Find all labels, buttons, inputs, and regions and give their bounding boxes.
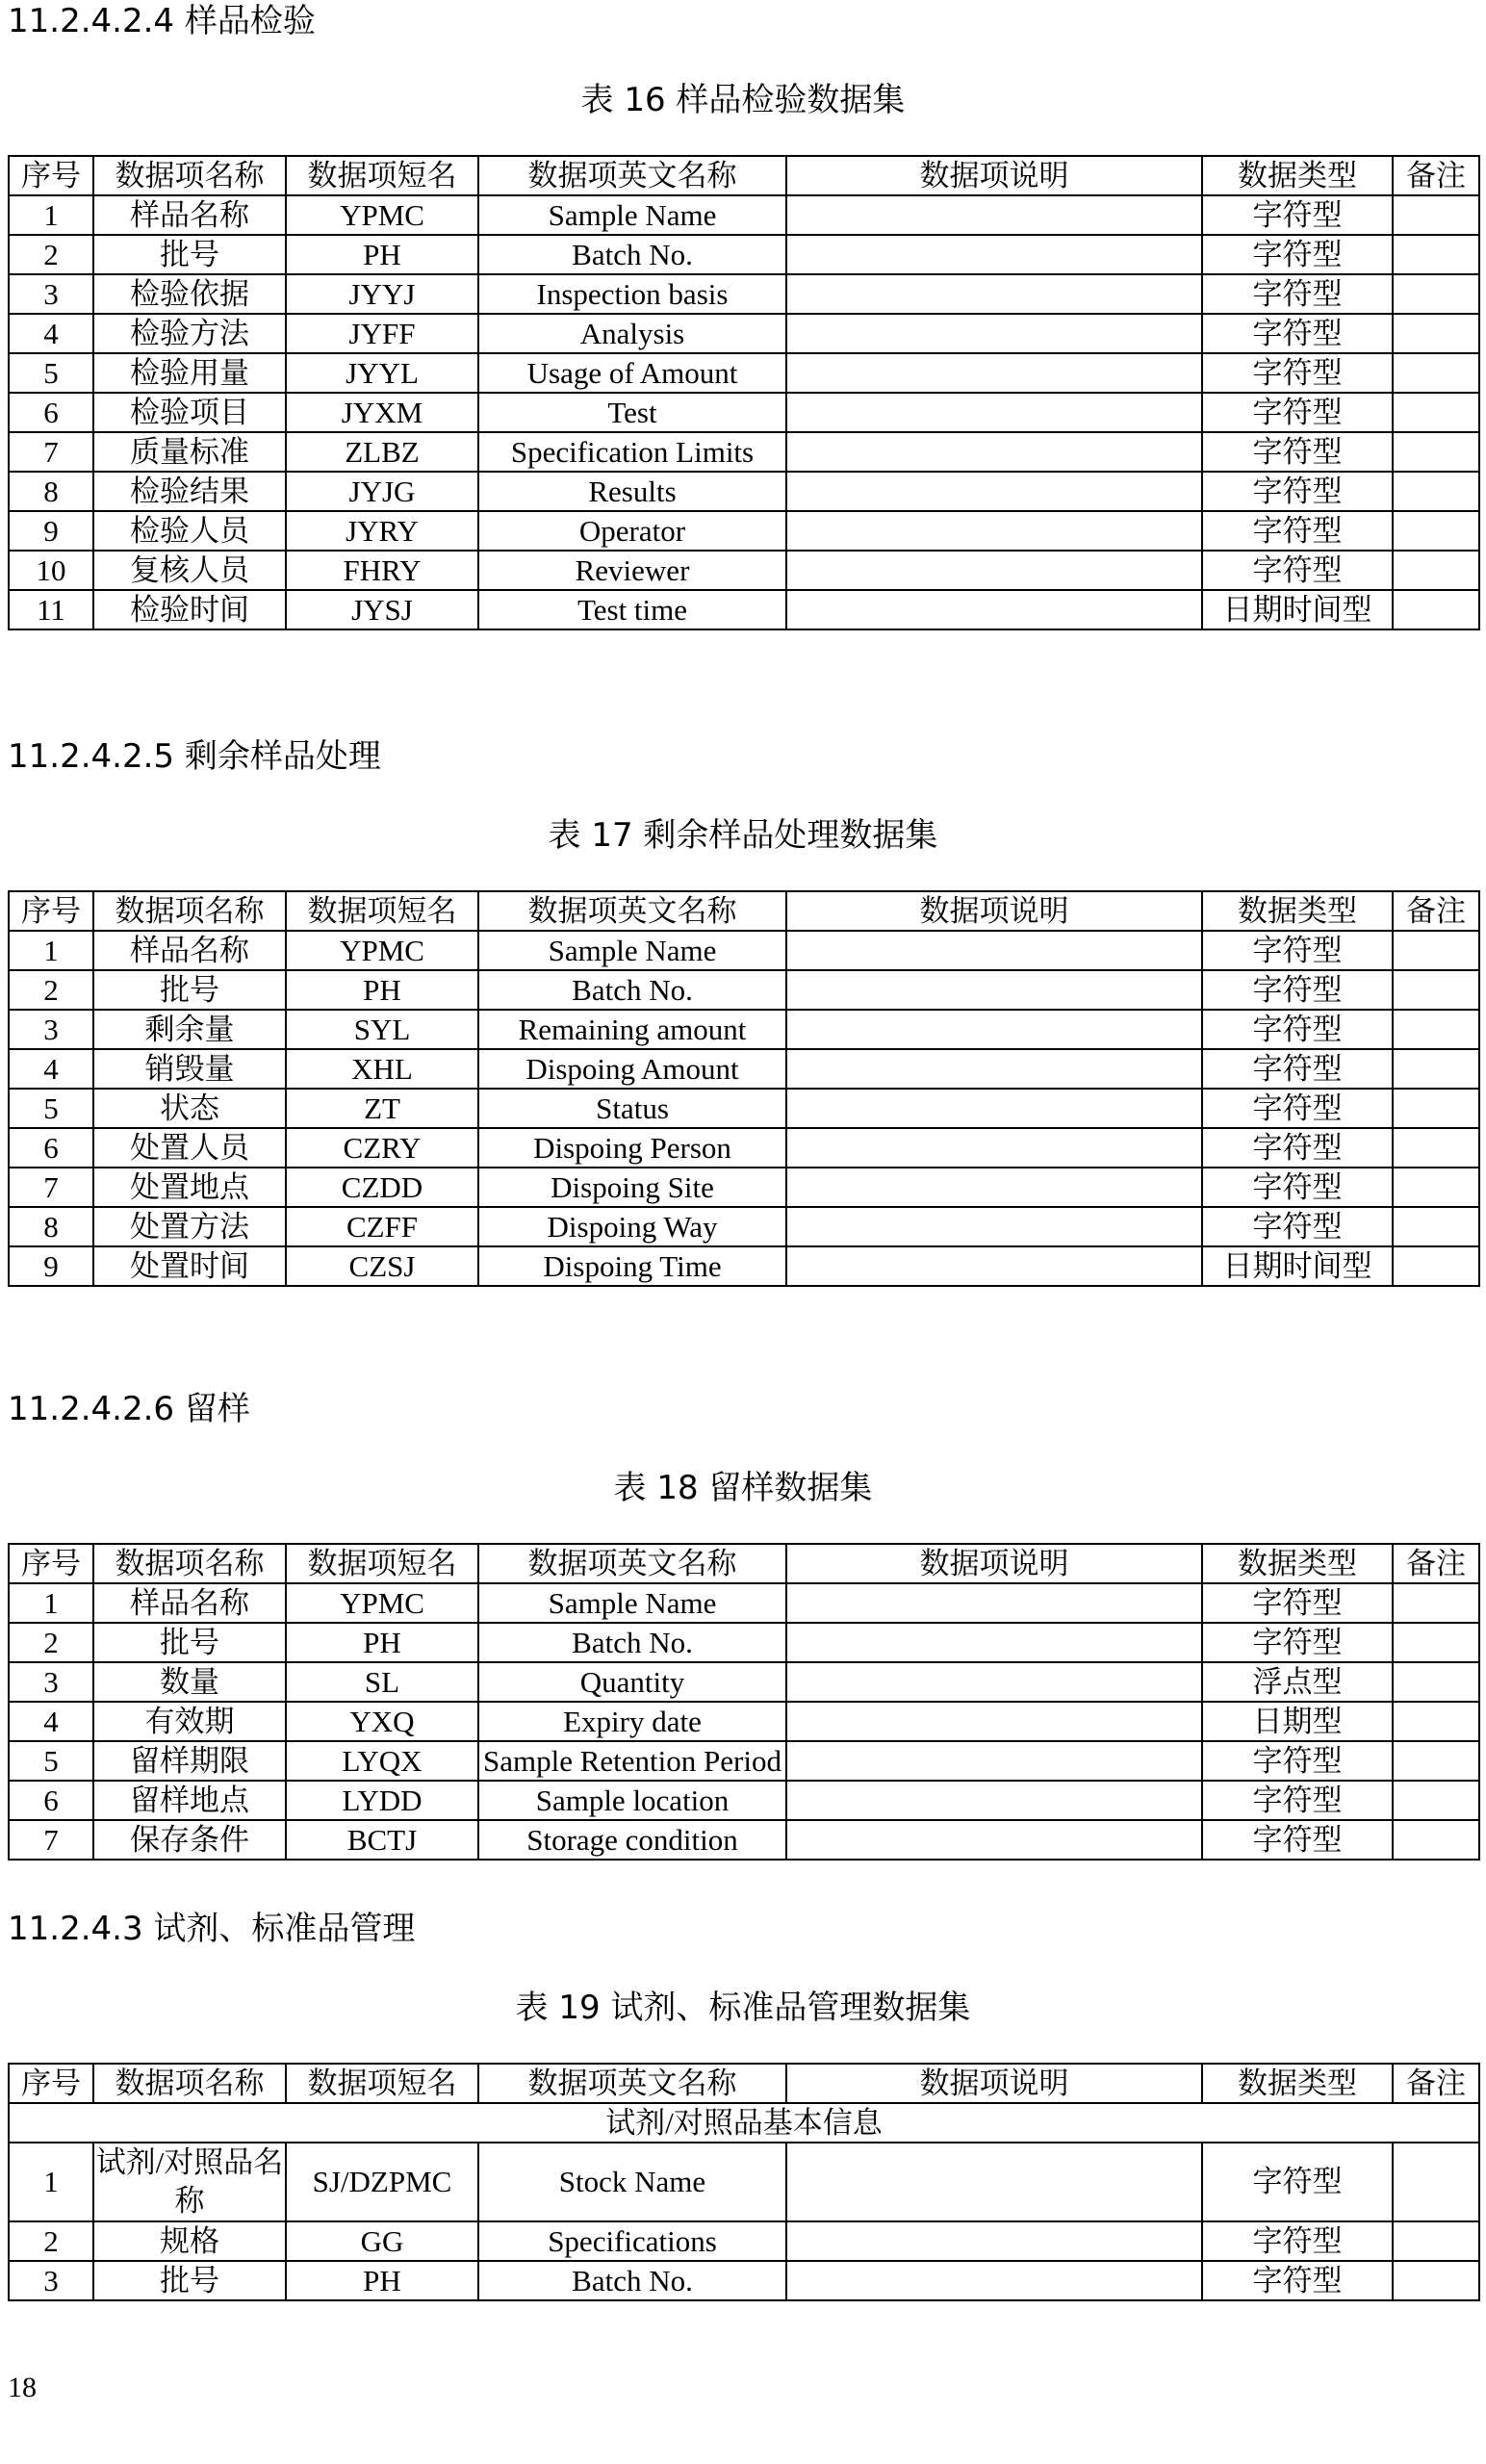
column-header: 备注 xyxy=(1393,156,1479,195)
cell-remark xyxy=(1393,353,1479,393)
cell-serial-no: 6 xyxy=(9,1128,93,1168)
cell-item-name: 批号 xyxy=(93,2261,286,2300)
cell-description xyxy=(786,1128,1202,1168)
cell-serial-no: 4 xyxy=(9,1049,93,1089)
cell-remark xyxy=(1393,1010,1479,1049)
section-heading-retained-sample: 11.2.4.2.6 留样 xyxy=(8,1390,250,1428)
cell-item-name: 检验依据 xyxy=(93,274,286,314)
cell-english-name: Sample Name xyxy=(478,1583,786,1623)
cell-short-name: PH xyxy=(286,1623,478,1662)
cell-remark xyxy=(1393,1128,1479,1168)
cell-item-name: 检验项目 xyxy=(93,393,286,432)
cell-item-name: 保存条件 xyxy=(93,1820,286,1860)
table-row xyxy=(9,314,1479,353)
cell-english-name: Remaining amount xyxy=(478,1010,786,1049)
cell-remark xyxy=(1393,274,1479,314)
column-header: 数据项英文名称 xyxy=(478,2064,786,2103)
section-heading-reagent-standard: 11.2.4.3 试剂、标准品管理 xyxy=(8,1910,416,1948)
cell-english-name: Reviewer xyxy=(478,551,786,590)
cell-item-name: 状态 xyxy=(93,1089,286,1128)
table-row xyxy=(9,353,1479,393)
table-caption-19: 表 19 试剂、标准品管理数据集 xyxy=(515,1989,971,2027)
cell-serial-no: 7 xyxy=(9,1168,93,1207)
cell-english-name: Dispoing Amount xyxy=(478,1049,786,1089)
cell-data-type: 字符型 xyxy=(1202,2221,1393,2261)
cell-serial-no: 4 xyxy=(9,314,93,353)
cell-english-name: Stock Name xyxy=(478,2143,786,2221)
cell-remark xyxy=(1393,235,1479,274)
cell-description xyxy=(786,1781,1202,1820)
column-header: 数据项英文名称 xyxy=(478,156,786,195)
column-header: 备注 xyxy=(1393,2064,1479,2103)
cell-item-name: 检验用量 xyxy=(93,353,286,393)
cell-item-name: 处置方法 xyxy=(93,1207,286,1246)
cell-data-type: 字符型 xyxy=(1202,195,1393,235)
table-row xyxy=(9,1207,1479,1246)
cell-english-name: Test xyxy=(478,393,786,432)
cell-item-name: 检验结果 xyxy=(93,472,286,511)
cell-english-name: Operator xyxy=(478,511,786,551)
cell-serial-no: 2 xyxy=(9,970,93,1010)
table-row xyxy=(9,590,1479,629)
cell-data-type: 字符型 xyxy=(1202,314,1393,353)
table-row xyxy=(9,1741,1479,1781)
cell-description xyxy=(786,970,1202,1010)
cell-item-name: 样品名称 xyxy=(93,1583,286,1623)
cell-description xyxy=(786,551,1202,590)
cell-data-type: 字符型 xyxy=(1202,1820,1393,1860)
cell-description xyxy=(786,1583,1202,1623)
cell-short-name: FHRY xyxy=(286,551,478,590)
cell-short-name: PH xyxy=(286,970,478,1010)
cell-remark xyxy=(1393,511,1479,551)
cell-english-name: Usage of Amount xyxy=(478,353,786,393)
cell-serial-no: 7 xyxy=(9,1820,93,1860)
cell-description xyxy=(786,1662,1202,1702)
cell-english-name: Specifications xyxy=(478,2221,786,2261)
cell-item-name: 处置人员 xyxy=(93,1128,286,1168)
cell-serial-no: 1 xyxy=(9,2143,93,2221)
table-header-row xyxy=(9,1544,1479,1583)
section-heading-sample-inspection: 11.2.4.2.4 样品检验 xyxy=(8,2,316,40)
cell-serial-no: 8 xyxy=(9,472,93,511)
cell-english-name: Results xyxy=(478,472,786,511)
column-header: 数据类型 xyxy=(1202,891,1393,931)
cell-short-name: JYJG xyxy=(286,472,478,511)
column-header: 序号 xyxy=(9,156,93,195)
cell-short-name: YPMC xyxy=(286,195,478,235)
cell-serial-no: 2 xyxy=(9,235,93,274)
cell-data-type: 字符型 xyxy=(1202,551,1393,590)
cell-description xyxy=(786,1089,1202,1128)
cell-data-type: 字符型 xyxy=(1202,970,1393,1010)
cell-description xyxy=(786,472,1202,511)
cell-data-type: 字符型 xyxy=(1202,1583,1393,1623)
cell-item-name: 剩余量 xyxy=(93,1010,286,1049)
cell-short-name: GG xyxy=(286,2221,478,2261)
cell-short-name: CZRY xyxy=(286,1128,478,1168)
cell-serial-no: 1 xyxy=(9,931,93,970)
table-row xyxy=(9,1583,1479,1623)
cell-remark xyxy=(1393,2143,1479,2221)
cell-remark xyxy=(1393,314,1479,353)
cell-data-type: 字符型 xyxy=(1202,1207,1393,1246)
cell-item-name: 留样地点 xyxy=(93,1781,286,1820)
table-row xyxy=(9,2221,1479,2261)
cell-description xyxy=(786,1168,1202,1207)
cell-short-name: YPMC xyxy=(286,1583,478,1623)
cell-english-name: Specification Limits xyxy=(478,432,786,472)
column-header: 数据项说明 xyxy=(786,1544,1202,1583)
cell-remark xyxy=(1393,1702,1479,1741)
column-header: 备注 xyxy=(1393,891,1479,931)
cell-serial-no: 3 xyxy=(9,2261,93,2300)
column-header: 数据项短名 xyxy=(286,1544,478,1583)
table-row xyxy=(9,931,1479,970)
cell-item-name: 复核人员 xyxy=(93,551,286,590)
cell-item-name: 样品名称 xyxy=(93,931,286,970)
cell-description xyxy=(786,1049,1202,1089)
cell-data-type: 字符型 xyxy=(1202,472,1393,511)
table-header-row xyxy=(9,156,1479,195)
cell-remark xyxy=(1393,195,1479,235)
cell-data-type: 字符型 xyxy=(1202,1168,1393,1207)
table-row xyxy=(9,393,1479,432)
cell-remark xyxy=(1393,1781,1479,1820)
cell-short-name: BCTJ xyxy=(286,1820,478,1860)
cell-data-type: 字符型 xyxy=(1202,2143,1393,2221)
cell-english-name: Dispoing Time xyxy=(478,1246,786,1286)
cell-remark xyxy=(1393,2261,1479,2300)
cell-serial-no: 5 xyxy=(9,1089,93,1128)
column-header: 数据项说明 xyxy=(786,156,1202,195)
cell-item-name: 销毁量 xyxy=(93,1049,286,1089)
cell-data-type: 字符型 xyxy=(1202,931,1393,970)
table-row xyxy=(9,1662,1479,1702)
cell-item-name: 规格 xyxy=(93,2221,286,2261)
column-header: 数据项短名 xyxy=(286,2064,478,2103)
cell-serial-no: 1 xyxy=(9,1583,93,1623)
group-header-row xyxy=(9,2103,1479,2143)
cell-data-type: 字符型 xyxy=(1202,1010,1393,1049)
cell-description xyxy=(786,195,1202,235)
cell-english-name: Batch No. xyxy=(478,970,786,1010)
cell-remark xyxy=(1393,1662,1479,1702)
cell-short-name: LYDD xyxy=(286,1781,478,1820)
table-row xyxy=(9,432,1479,472)
cell-serial-no: 9 xyxy=(9,1246,93,1286)
cell-description xyxy=(786,511,1202,551)
cell-short-name: YXQ xyxy=(286,1702,478,1741)
cell-english-name: Batch No. xyxy=(478,1623,786,1662)
table-row xyxy=(9,2261,1479,2300)
cell-item-name: 数量 xyxy=(93,1662,286,1702)
table-row xyxy=(9,1781,1479,1820)
column-header: 序号 xyxy=(9,1544,93,1583)
table-row xyxy=(9,195,1479,235)
cell-data-type: 字符型 xyxy=(1202,1741,1393,1781)
cell-serial-no: 6 xyxy=(9,393,93,432)
cell-short-name: PH xyxy=(286,2261,478,2300)
cell-remark xyxy=(1393,931,1479,970)
column-header: 数据类型 xyxy=(1202,156,1393,195)
table-row xyxy=(9,1246,1479,1286)
cell-data-type: 日期时间型 xyxy=(1202,1246,1393,1286)
cell-description xyxy=(786,235,1202,274)
cell-data-type: 日期时间型 xyxy=(1202,590,1393,629)
table-row xyxy=(9,1820,1479,1860)
cell-remark xyxy=(1393,1246,1479,1286)
cell-english-name: Batch No. xyxy=(478,235,786,274)
cell-item-name: 处置时间 xyxy=(93,1246,286,1286)
cell-serial-no: 4 xyxy=(9,1702,93,1741)
cell-english-name: Sample location xyxy=(478,1781,786,1820)
column-header: 数据项英文名称 xyxy=(478,1544,786,1583)
cell-remark xyxy=(1393,1168,1479,1207)
table-caption-17: 表 17 剩余样品处理数据集 xyxy=(548,816,938,855)
cell-description xyxy=(786,1741,1202,1781)
cell-description xyxy=(786,393,1202,432)
cell-short-name: JYYL xyxy=(286,353,478,393)
cell-remark xyxy=(1393,1049,1479,1089)
cell-item-name: 有效期 xyxy=(93,1702,286,1741)
cell-short-name: JYSJ xyxy=(286,590,478,629)
cell-description xyxy=(786,1246,1202,1286)
column-header: 数据项英文名称 xyxy=(478,891,786,931)
cell-english-name: Dispoing Person xyxy=(478,1128,786,1168)
column-header: 数据项名称 xyxy=(93,2064,286,2103)
table-16-sample-inspection xyxy=(8,155,1480,630)
cell-english-name: Test time xyxy=(478,590,786,629)
table-row xyxy=(9,1089,1479,1128)
table-caption-18: 表 18 留样数据集 xyxy=(613,1469,873,1507)
cell-serial-no: 10 xyxy=(9,551,93,590)
cell-short-name: XHL xyxy=(286,1049,478,1089)
cell-item-name: 质量标准 xyxy=(93,432,286,472)
cell-description xyxy=(786,1702,1202,1741)
cell-remark xyxy=(1393,1623,1479,1662)
cell-data-type: 字符型 xyxy=(1202,393,1393,432)
cell-short-name: JYFF xyxy=(286,314,478,353)
cell-serial-no: 9 xyxy=(9,511,93,551)
table-row xyxy=(9,2143,1479,2221)
cell-english-name: Sample Name xyxy=(478,195,786,235)
cell-item-name: 批号 xyxy=(93,1623,286,1662)
cell-data-type: 浮点型 xyxy=(1202,1662,1393,1702)
cell-description xyxy=(786,1207,1202,1246)
cell-short-name: SJ/DZPMC xyxy=(286,2143,478,2221)
cell-short-name: YPMC xyxy=(286,931,478,970)
cell-remark xyxy=(1393,432,1479,472)
cell-remark xyxy=(1393,472,1479,511)
cell-serial-no: 5 xyxy=(9,353,93,393)
cell-item-name: 试剂/对照品名称 xyxy=(93,2143,286,2221)
cell-remark xyxy=(1393,393,1479,432)
cell-short-name: SYL xyxy=(286,1010,478,1049)
table-row xyxy=(9,1010,1479,1049)
cell-serial-no: 1 xyxy=(9,195,93,235)
cell-data-type: 日期型 xyxy=(1202,1702,1393,1741)
cell-description xyxy=(786,2261,1202,2300)
cell-short-name: JYRY xyxy=(286,511,478,551)
table-row xyxy=(9,1049,1479,1089)
cell-serial-no: 2 xyxy=(9,2221,93,2261)
cell-english-name: Inspection basis xyxy=(478,274,786,314)
cell-item-name: 检验方法 xyxy=(93,314,286,353)
cell-item-name: 样品名称 xyxy=(93,195,286,235)
cell-serial-no: 3 xyxy=(9,1662,93,1702)
cell-description xyxy=(786,432,1202,472)
cell-description xyxy=(786,314,1202,353)
cell-description xyxy=(786,353,1202,393)
cell-data-type: 字符型 xyxy=(1202,235,1393,274)
table-row xyxy=(9,1702,1479,1741)
cell-item-name: 检验人员 xyxy=(93,511,286,551)
section-heading-remaining-sample: 11.2.4.2.5 剩余样品处理 xyxy=(8,737,381,776)
cell-item-name: 检验时间 xyxy=(93,590,286,629)
column-header: 数据项名称 xyxy=(93,891,286,931)
table-row xyxy=(9,1168,1479,1207)
cell-english-name: Expiry date xyxy=(478,1702,786,1741)
group-label: 试剂/对照品基本信息 xyxy=(9,2103,1479,2143)
cell-serial-no: 6 xyxy=(9,1781,93,1820)
cell-remark xyxy=(1393,590,1479,629)
cell-english-name: Status xyxy=(478,1089,786,1128)
cell-serial-no: 2 xyxy=(9,1623,93,1662)
cell-description xyxy=(786,2143,1202,2221)
table-header-row xyxy=(9,891,1479,931)
column-header: 数据项说明 xyxy=(786,2064,1202,2103)
cell-description xyxy=(786,1623,1202,1662)
table-caption-16: 表 16 样品检验数据集 xyxy=(580,81,906,119)
cell-serial-no: 5 xyxy=(9,1741,93,1781)
cell-item-name: 处置地点 xyxy=(93,1168,286,1207)
cell-short-name: CZSJ xyxy=(286,1246,478,1286)
cell-item-name: 批号 xyxy=(93,970,286,1010)
cell-remark xyxy=(1393,551,1479,590)
cell-data-type: 字符型 xyxy=(1202,274,1393,314)
cell-data-type: 字符型 xyxy=(1202,1089,1393,1128)
cell-description xyxy=(786,274,1202,314)
cell-data-type: 字符型 xyxy=(1202,1623,1393,1662)
column-header: 数据类型 xyxy=(1202,2064,1393,2103)
cell-remark xyxy=(1393,1207,1479,1246)
cell-serial-no: 3 xyxy=(9,274,93,314)
table-header-row xyxy=(9,2064,1479,2103)
cell-description xyxy=(786,931,1202,970)
cell-short-name: SL xyxy=(286,1662,478,1702)
cell-short-name: LYQX xyxy=(286,1741,478,1781)
cell-english-name: Batch No. xyxy=(478,2261,786,2300)
cell-english-name: Dispoing Site xyxy=(478,1168,786,1207)
column-header: 数据项说明 xyxy=(786,891,1202,931)
table-row xyxy=(9,551,1479,590)
cell-remark xyxy=(1393,1741,1479,1781)
cell-short-name: CZDD xyxy=(286,1168,478,1207)
column-header: 数据项名称 xyxy=(93,1544,286,1583)
cell-short-name: PH xyxy=(286,235,478,274)
cell-english-name: Dispoing Way xyxy=(478,1207,786,1246)
table-row xyxy=(9,511,1479,551)
column-header: 数据项名称 xyxy=(93,156,286,195)
cell-serial-no: 3 xyxy=(9,1010,93,1049)
cell-description xyxy=(786,2221,1202,2261)
cell-english-name: Storage condition xyxy=(478,1820,786,1860)
cell-short-name: CZFF xyxy=(286,1207,478,1246)
table-row xyxy=(9,274,1479,314)
cell-short-name: ZT xyxy=(286,1089,478,1128)
cell-data-type: 字符型 xyxy=(1202,2261,1393,2300)
cell-english-name: Sample Retention Period xyxy=(478,1741,786,1781)
column-header: 数据项短名 xyxy=(286,891,478,931)
cell-short-name: JYYJ xyxy=(286,274,478,314)
cell-description xyxy=(786,590,1202,629)
cell-short-name: ZLBZ xyxy=(286,432,478,472)
cell-short-name: JYXM xyxy=(286,393,478,432)
cell-serial-no: 7 xyxy=(9,432,93,472)
cell-data-type: 字符型 xyxy=(1202,353,1393,393)
cell-serial-no: 11 xyxy=(9,590,93,629)
cell-remark xyxy=(1393,1583,1479,1623)
cell-data-type: 字符型 xyxy=(1202,1128,1393,1168)
table-19-reagent-standard xyxy=(8,2063,1480,2301)
cell-remark xyxy=(1393,2221,1479,2261)
cell-remark xyxy=(1393,970,1479,1010)
column-header: 备注 xyxy=(1393,1544,1479,1583)
cell-data-type: 字符型 xyxy=(1202,511,1393,551)
cell-data-type: 字符型 xyxy=(1202,1781,1393,1820)
column-header: 数据项短名 xyxy=(286,156,478,195)
table-row xyxy=(9,1623,1479,1662)
table-17-remaining-sample xyxy=(8,890,1480,1287)
cell-english-name: Analysis xyxy=(478,314,786,353)
table-row xyxy=(9,235,1479,274)
cell-item-name: 批号 xyxy=(93,235,286,274)
column-header: 序号 xyxy=(9,891,93,931)
page-number: 18 xyxy=(8,2372,37,2403)
cell-description xyxy=(786,1820,1202,1860)
column-header: 数据类型 xyxy=(1202,1544,1393,1583)
cell-item-name: 留样期限 xyxy=(93,1741,286,1781)
table-row xyxy=(9,970,1479,1010)
cell-english-name: Sample Name xyxy=(478,931,786,970)
cell-remark xyxy=(1393,1820,1479,1860)
table-row xyxy=(9,1128,1479,1168)
cell-remark xyxy=(1393,1089,1479,1128)
cell-data-type: 字符型 xyxy=(1202,1049,1393,1089)
cell-data-type: 字符型 xyxy=(1202,432,1393,472)
cell-serial-no: 8 xyxy=(9,1207,93,1246)
cell-english-name: Quantity xyxy=(478,1662,786,1702)
column-header: 序号 xyxy=(9,2064,93,2103)
cell-description xyxy=(786,1010,1202,1049)
table-row xyxy=(9,472,1479,511)
table-18-retained-sample xyxy=(8,1543,1480,1861)
